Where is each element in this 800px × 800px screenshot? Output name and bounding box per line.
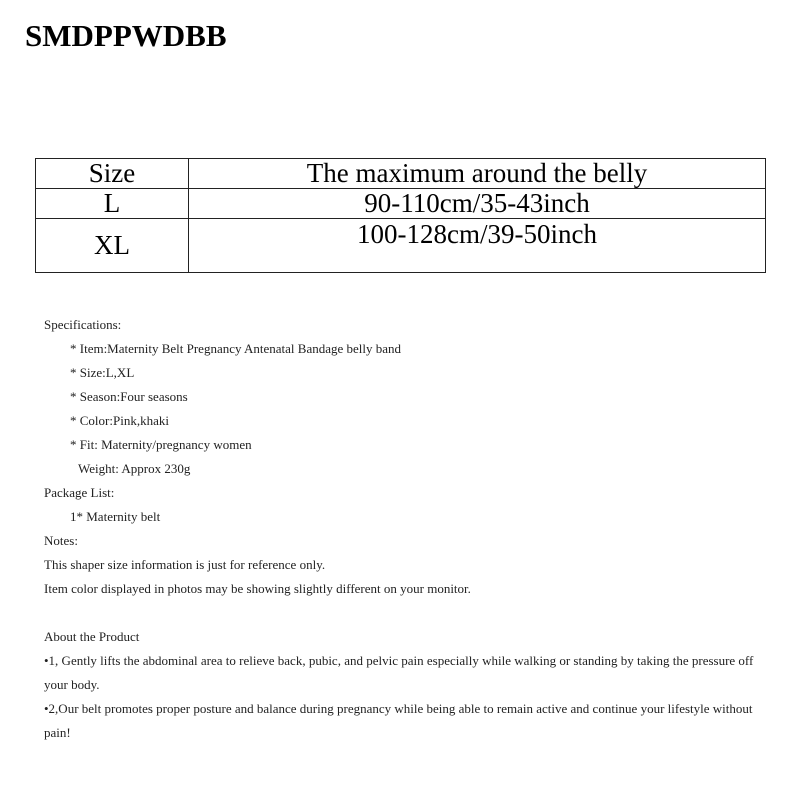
header-belly: The maximum around the belly <box>189 159 766 189</box>
about-heading: About the Product <box>44 629 140 644</box>
table-row <box>36 219 766 273</box>
package-item: 1* Maternity belt <box>70 509 161 524</box>
package-heading: Package List: <box>44 485 115 500</box>
header-size: Size <box>36 159 189 189</box>
notes-line: Item color displayed in photos may be showing slightly different on your monitor. <box>44 581 471 596</box>
about-point: •1, Gently lifts the abdominal area to relieve back, pubic, and pelvic pain especially while walking or standing by taking the pressure off your body. <box>44 653 754 692</box>
spec-item: * Fit: Maternity/pregnancy women <box>70 437 252 452</box>
about-point: •2,Our belt promotes proper posture and balance during pregnancy while being able to remain active and continue your lifestyle without pain! <box>44 701 753 740</box>
spec-item: * Size:L,XL <box>70 365 135 380</box>
size-chart-table <box>35 158 766 273</box>
brand-title: SMDPPWDBB <box>25 18 227 53</box>
spacer <box>44 601 774 625</box>
notes-line: This shaper size information is just for reference only. <box>44 557 326 572</box>
size-cell: XL <box>36 219 189 273</box>
table-header-row <box>36 159 766 189</box>
size-cell: L <box>36 189 189 219</box>
spec-item: * Item:Maternity Belt Pregnancy Antenatal Bandage belly band <box>70 341 402 356</box>
measurement-cell: 100-128cm/39-50inch <box>189 219 766 273</box>
spec-item: * Color:Pink,khaki <box>70 413 169 428</box>
spec-item: * Season:Four seasons <box>70 389 188 404</box>
notes-heading: Notes: <box>44 533 78 548</box>
spec-weight: Weight: Approx 230g <box>78 461 191 476</box>
measurement-cell: 90-110cm/35-43inch <box>189 189 766 219</box>
table-row <box>36 189 766 219</box>
specifications-heading: Specifications: <box>44 317 122 332</box>
product-description <box>44 313 774 745</box>
